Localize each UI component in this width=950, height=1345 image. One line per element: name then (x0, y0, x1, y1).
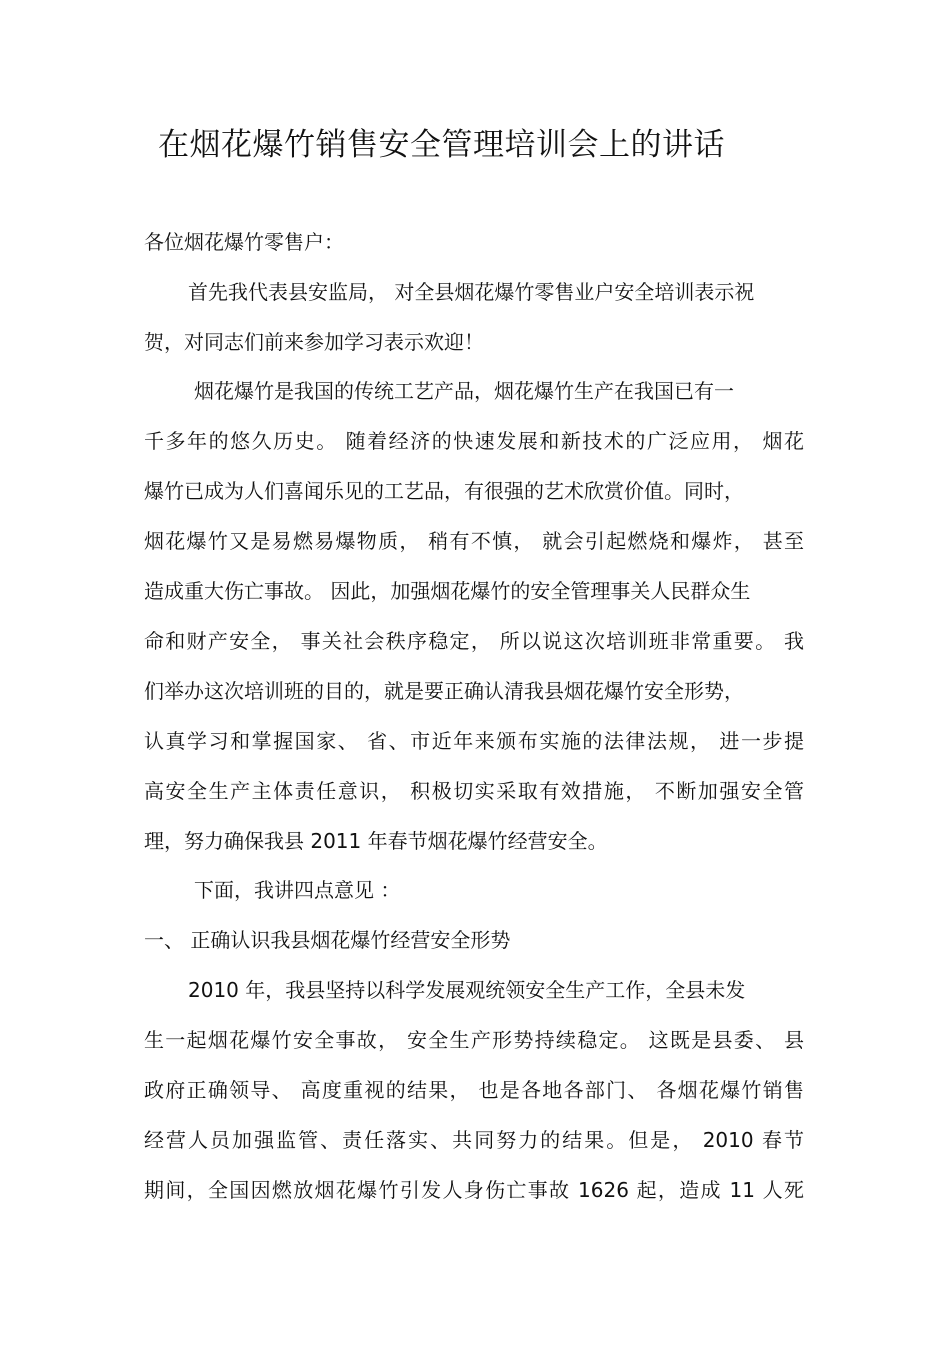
paragraph-line: 烟花爆竹是我国的传统工艺产品，烟花爆竹生产在我国已有一 (194, 379, 734, 403)
paragraph-line: 2010 年，我县坚持以科学发展观统领安全生产工作，全县未发 (188, 978, 746, 1002)
paragraph-line: 们举办这次培训班的目的，就是要正确认清我县烟花爆竹安全形势， (144, 679, 744, 703)
section-heading: 一、 正确认识我县烟花爆竹经营安全形势 (144, 928, 511, 952)
paragraph-line: 爆竹已成为人们喜闻乐见的工艺品，有很强的艺术欣赏价值。同时， (144, 479, 744, 503)
salutation: 各位烟花爆竹零售户： (144, 230, 344, 254)
paragraph-line: 经营人员加强监管、责任落实、共同努力的结果。但是， 2010 春节 (144, 1128, 804, 1152)
paragraph-line: 造成重大伤亡事故。 因此，加强烟花爆竹的安全管理事关人民群众生 (144, 579, 751, 603)
paragraph-line: 政府正确领导、 高度重视的结果， 也是各地各部门、 各烟花爆竹销售 (144, 1078, 804, 1102)
paragraph-line: 期间，全国因燃放烟花爆竹引发人身伤亡事故 1626 起，造成 11 人死 (144, 1178, 804, 1202)
document-title: 在烟花爆竹销售安全管理培训会上的讲话 (158, 127, 725, 163)
paragraph-line: 生一起烟花爆竹安全事故， 安全生产形势持续稳定。 这既是县委、 县 (144, 1028, 804, 1052)
paragraph-line: 命和财产安全， 事关社会秩序稳定， 所以说这次培训班非常重要。 我 (144, 629, 804, 653)
paragraph-line: 高安全生产主体责任意识， 积极切实采取有效措施， 不断加强安全管 (144, 779, 804, 803)
paragraph-line: 首先我代表县安监局， 对全县烟花爆竹零售业户安全培训表示祝 (188, 280, 755, 304)
paragraph-line: 理，努力确保我县 2011 年春节烟花爆竹经营安全。 (144, 829, 608, 853)
paragraph-line: 烟花爆竹又是易燃易爆物质， 稍有不慎， 就会引起燃烧和爆炸， 甚至 (144, 529, 804, 553)
paragraph-line: 下面，我讲四点意见 ： (194, 878, 401, 902)
paragraph-line: 贺，对同志们前来参加学习表示欢迎！ (144, 330, 484, 354)
paragraph-line: 认真学习和掌握国家、 省、市近年来颁布实施的法律法规， 进一步提 (144, 729, 804, 753)
paragraph-line: 千多年的悠久历史。 随着经济的快速发展和新技术的广泛应用， 烟花 (144, 429, 804, 453)
